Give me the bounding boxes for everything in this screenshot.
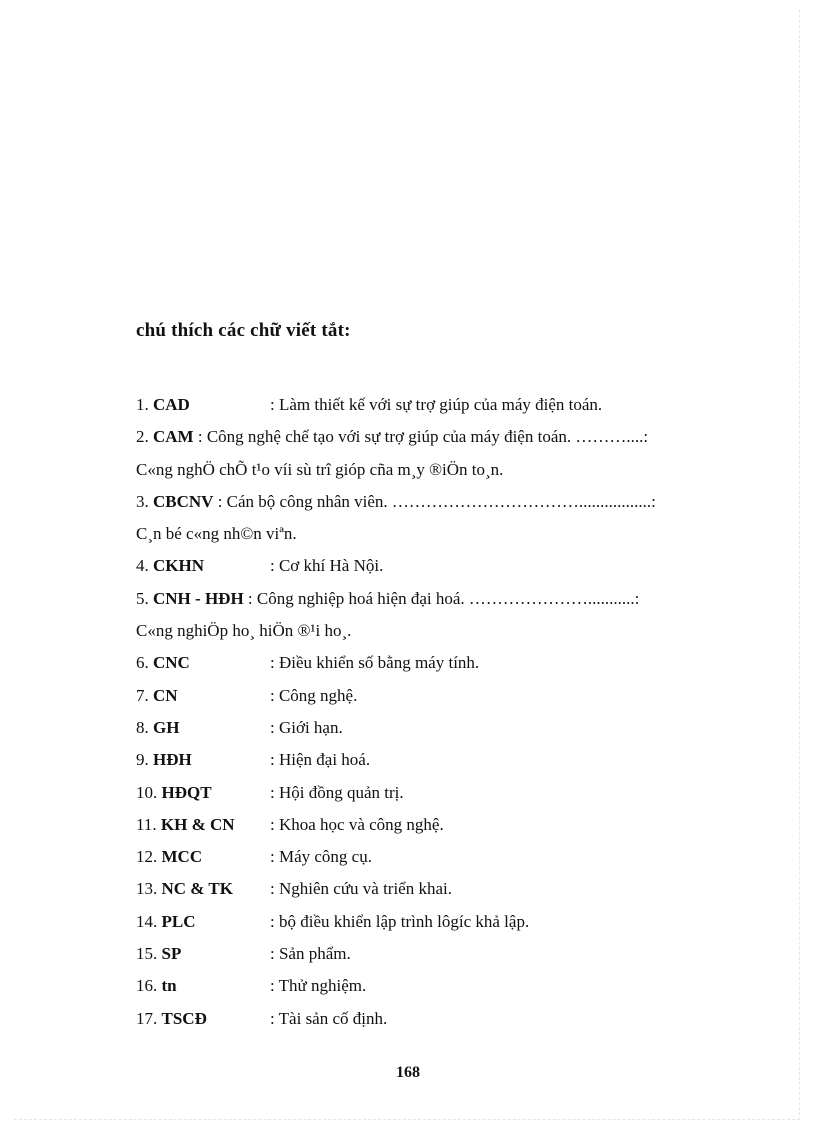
item-number: 13. — [136, 879, 158, 899]
abbreviation-list — [136, 393, 716, 1039]
legacy-encoded-line — [136, 522, 716, 554]
legacy-text: C«ng nghÖ chÕ t¹o víi sù trî gióp cña m¸y ®iÖn to¸n. — [136, 459, 504, 479]
item-number: 16. — [136, 976, 158, 996]
list-item — [136, 877, 716, 909]
abbreviation: HĐH — [153, 750, 192, 770]
abbreviation: KH & CN — [160, 814, 235, 834]
abbreviation: CAD — [153, 395, 190, 414]
definition: : Cơ khí Hà Nội. — [270, 556, 384, 576]
list-item — [136, 781, 716, 813]
definition: : Cán bộ công nhân viên. …………………………….................: — [213, 491, 656, 511]
item-number: 5. — [136, 588, 149, 608]
item-number: 12. — [136, 847, 158, 867]
item-number: 9. — [136, 750, 149, 770]
definition: : Hiện đại hoá. — [270, 750, 371, 770]
legacy-text: C¸n bé c«ng nh©n viªn. — [136, 524, 297, 544]
list-item — [136, 716, 716, 748]
list-item — [136, 554, 716, 586]
abbreviation: PLC — [161, 911, 196, 931]
abbreviation: HĐQT — [161, 782, 212, 802]
item-number: 10. — [136, 782, 158, 802]
list-item — [136, 845, 716, 877]
item-number: 14. — [136, 911, 158, 931]
definition: : Khoa học và công nghệ. — [270, 814, 444, 834]
legacy-encoded-line — [136, 458, 716, 490]
abbreviation: CAM — [153, 427, 194, 447]
abbreviation: tn — [161, 976, 177, 996]
page-heading: chú thích các chữ viết tắt: — [136, 320, 351, 341]
item-number: 7. — [136, 685, 149, 705]
item-number: 17. — [136, 1008, 158, 1028]
list-item — [136, 587, 716, 619]
list-item — [136, 651, 716, 683]
definition: : bộ điều khiển lập trình lôgíc khả lập. — [270, 911, 530, 931]
abbreviation: TSCĐ — [161, 1008, 207, 1028]
item-number: 3. — [136, 491, 149, 511]
item-number: 11. — [136, 814, 157, 834]
list-item — [136, 942, 716, 974]
item-number: 15. — [136, 944, 158, 964]
definition: : Điều khiển số bằng máy tính. — [270, 653, 480, 673]
item-number: 1. — [136, 395, 149, 414]
definition: : Máy công cụ. — [270, 847, 372, 867]
item-number: 6. — [136, 653, 149, 673]
abbreviation: MCC — [161, 847, 203, 867]
list-item — [136, 490, 716, 522]
abbreviation: CKHN — [153, 556, 204, 576]
legacy-encoded-line — [136, 619, 716, 651]
list-item — [136, 974, 716, 1006]
definition: : Công nghệ. — [270, 685, 358, 705]
page-number: 168 — [396, 1064, 420, 1081]
abbreviation: GH — [153, 717, 180, 737]
legacy-text: C«ng nghiÖp ho¸ hiÖn ®¹i ho¸. — [136, 621, 352, 641]
abbreviation: CN — [153, 685, 178, 705]
list-item — [136, 813, 716, 845]
definition: : Nghiên cứu và triển khai. — [270, 879, 452, 899]
definition: : Tài sản cố định. — [270, 1008, 388, 1028]
list-item — [136, 425, 716, 457]
abbreviation: SP — [161, 944, 182, 964]
definition: : Làm thiết kế với sự trợ giúp của máy điện toán. — [270, 395, 603, 414]
list-item — [136, 748, 716, 780]
abbreviation: NC & TK — [161, 879, 233, 899]
definition: : Công nghệ chế tạo với sự trợ giúp của máy điện toán. ………....: — [193, 427, 649, 447]
definition: : Hội đồng quản trị. — [270, 782, 404, 802]
abbreviation: CNC — [153, 653, 190, 673]
item-number: 4. — [136, 556, 149, 576]
definition: : Công nghiệp hoá hiện đại hoá. …………………...........: — [243, 588, 640, 608]
abbreviation: CBCNV — [153, 491, 214, 511]
list-item — [136, 684, 716, 716]
definition: : Sản phẩm. — [270, 944, 351, 964]
definition: : Giới hạn. — [270, 717, 343, 737]
abbreviation: CNH - HĐH — [153, 588, 244, 608]
definition: : Thử nghiệm. — [270, 976, 367, 996]
item-number: 8. — [136, 717, 149, 737]
list-item — [136, 393, 716, 425]
list-item — [136, 1007, 716, 1039]
item-number: 2. — [136, 427, 149, 447]
list-item — [136, 910, 716, 942]
